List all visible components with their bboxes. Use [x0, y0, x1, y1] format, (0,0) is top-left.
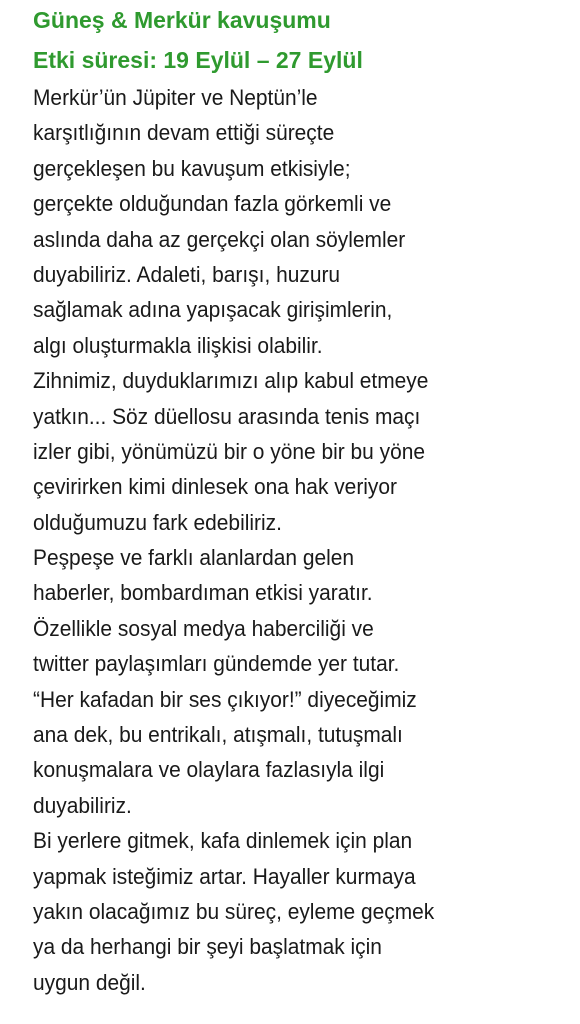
text-line: çevirirken kimi dinlesek ona hak veriyor: [33, 474, 398, 500]
text-line: Peşpeşe ve farklı alanlardan gelen: [33, 545, 355, 571]
text-line: konuşmalara ve olaylara fazlasıyla ilgi: [33, 757, 385, 783]
text-line: ya da herhangi bir şeyi başlatmak için: [33, 934, 382, 960]
text-line: haberler, bombardıman etkisi yaratır.: [33, 580, 373, 606]
text-line: aslında daha az gerçekçi olan söylemler: [33, 226, 406, 252]
text-line: Bi yerlere gitmek, kafa dinlemek için plan: [33, 828, 413, 854]
text-line: “Her kafadan bir ses çıkıyor!” diyeceğimiz: [33, 686, 417, 712]
text-line: gerçekleşen bu kavuşum etkisiyle;: [33, 155, 351, 181]
text-line: Zihnimiz, duyduklarımızı alıp kabul etmeye: [33, 368, 429, 394]
text-line: yatkın... Söz düellosu arasında tenis maçı: [33, 403, 421, 429]
text-line: izler gibi, yönümüzü bir o yöne bir bu yöne: [33, 438, 425, 464]
text-line: karşıtlığının devam ettiği süreçte: [33, 120, 335, 146]
text-line: gerçekte olduğundan fazla görkemli ve: [33, 191, 392, 217]
text-line: yapmak isteğimiz artar. Hayaller kurmaya: [33, 863, 416, 889]
text-line: algı oluşturmakla ilişkisi olabilir.: [33, 332, 323, 358]
text-line: uygun değil.: [33, 969, 146, 995]
effect-period-heading: Etki süresi: 19 Eylül – 27 Eylül: [33, 47, 363, 73]
text-line: twitter paylaşımları gündemde yer tutar.: [33, 651, 400, 677]
text-line: Merkür’ün Jüpiter ve Neptün’le: [33, 85, 318, 110]
text-line: yakın olacağımız bu süreç, eyleme geçmek: [33, 898, 435, 924]
text-line: duyabiliriz. Adaleti, barışı, huzuru: [33, 261, 341, 287]
title-heading: Güneş & Merkür kavuşumu: [33, 7, 331, 33]
text-line: ana dek, bu entrikalı, atışmalı, tutuşmalı: [33, 722, 403, 748]
body-text: [33, 80, 464, 1000]
text-line: duyabiliriz.: [33, 792, 132, 818]
text-line: olduğumuzu fark edebiliriz.: [33, 509, 282, 535]
text-line: sağlamak adına yapışacak girişimlerin,: [33, 297, 393, 323]
text-line: Özellikle sosyal medya haberciliği ve: [33, 615, 374, 641]
